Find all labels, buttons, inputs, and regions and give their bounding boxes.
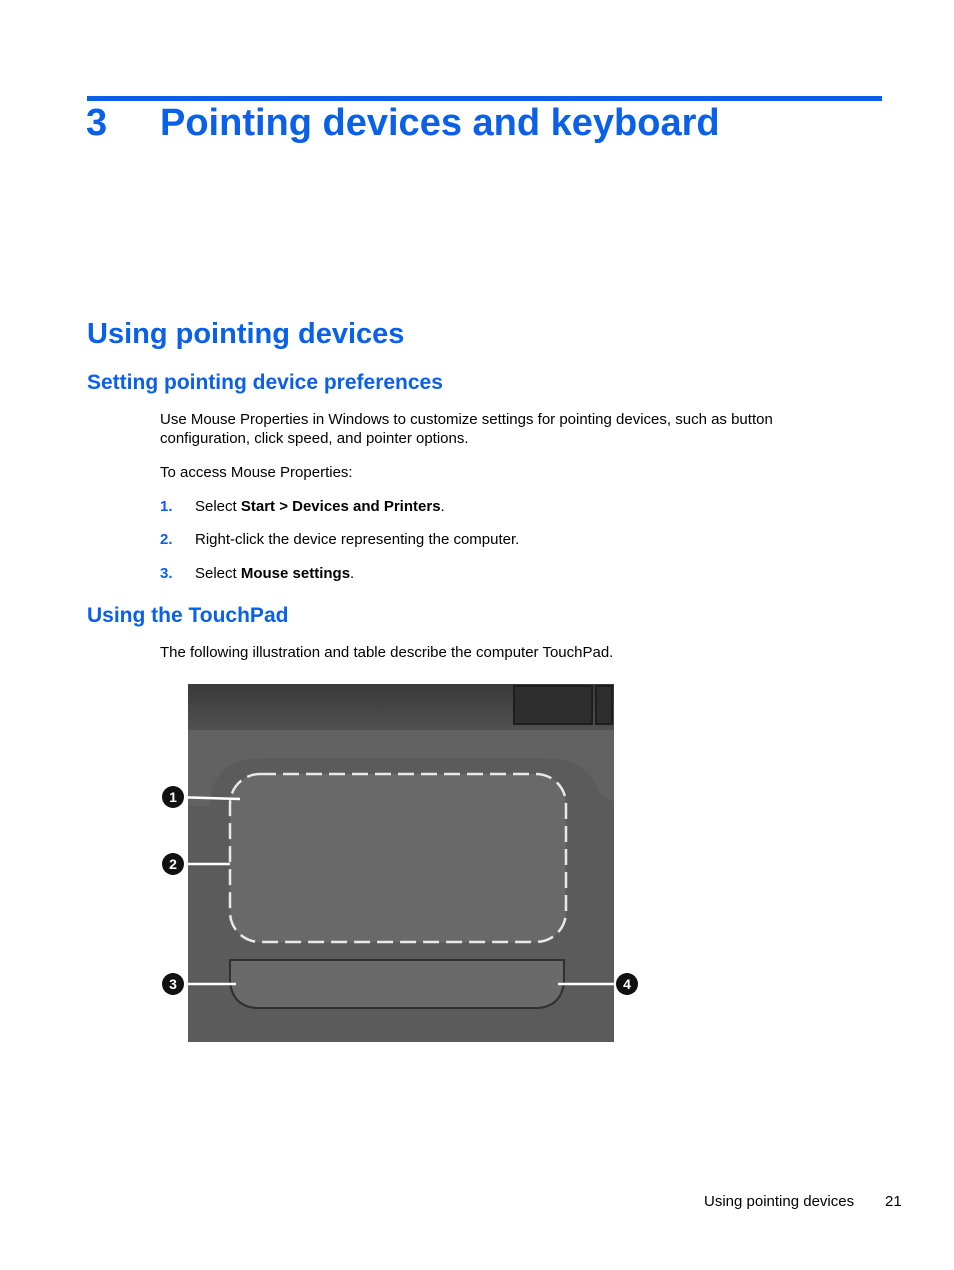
step-text: Right-click the device representing the computer. bbox=[195, 531, 520, 548]
step-number: 1. bbox=[160, 498, 173, 515]
touchpad-buttons bbox=[230, 960, 564, 1008]
step-number: 3. bbox=[160, 565, 173, 582]
touchpad-intro: The following illustration and table describe the computer TouchPad. bbox=[160, 644, 614, 661]
callout-1 bbox=[162, 786, 184, 808]
svg-text:2: 2 bbox=[169, 856, 177, 872]
step-number: 2. bbox=[160, 531, 173, 548]
callout-2 bbox=[162, 853, 184, 875]
prefs-intro: Use Mouse Properties in Windows to customize settings for pointing devices, such as button configuration, click speed, and pointer options. bbox=[160, 411, 773, 447]
prefs-access: To access Mouse Properties: bbox=[160, 464, 353, 481]
chapter-number: 3 bbox=[86, 102, 108, 144]
svg-text:3: 3 bbox=[169, 976, 177, 992]
touchpad-zone bbox=[230, 774, 566, 942]
key bbox=[596, 686, 612, 724]
svg-text:4: 4 bbox=[623, 976, 631, 992]
chapter-title: Pointing devices and keyboard bbox=[160, 102, 720, 144]
page-number: 21 bbox=[885, 1193, 902, 1210]
callout-4 bbox=[616, 973, 638, 995]
touchpad-heading: Using the TouchPad bbox=[87, 604, 289, 627]
chapter-rule bbox=[87, 96, 882, 101]
callout-3 bbox=[162, 973, 184, 995]
touchpad-illustration bbox=[150, 676, 650, 1046]
footer-section: Using pointing devices bbox=[704, 1193, 855, 1210]
svg-text:1: 1 bbox=[169, 789, 177, 805]
key bbox=[514, 686, 592, 724]
prefs-heading: Setting pointing device preferences bbox=[87, 371, 443, 394]
section-heading: Using pointing devices bbox=[87, 318, 405, 350]
step-text: Select Mouse settings. bbox=[195, 565, 355, 582]
step-text: Select Start > Devices and Printers. bbox=[195, 498, 445, 515]
